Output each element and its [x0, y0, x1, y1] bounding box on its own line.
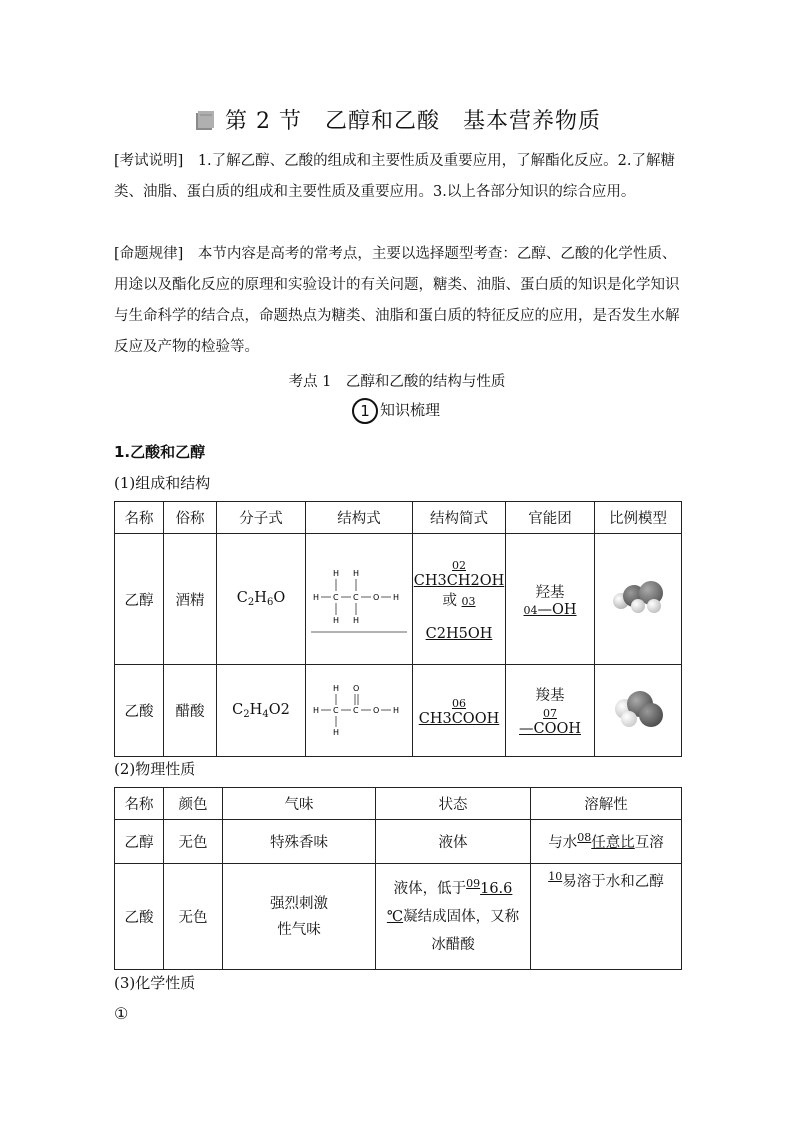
svg-text:O: O: [373, 705, 380, 715]
color-cell: 无色: [164, 864, 223, 970]
svg-text:C: C: [333, 593, 339, 602]
name-cell: 乙醇: [115, 820, 164, 864]
header-cell: 比例模型: [595, 502, 682, 534]
svg-text:C: C: [333, 705, 339, 715]
svg-text:H: H: [353, 616, 360, 625]
table-row: [115, 534, 682, 665]
section-heading: 1.乙酸和乙醇: [114, 443, 206, 461]
header-cell: 官能团: [506, 502, 595, 534]
proposition-rule: [114, 239, 682, 363]
header-cell: 分子式: [217, 502, 306, 534]
header-cell: 溶解性: [531, 788, 682, 820]
formula-cell: $C_2H_6O$: [217, 534, 306, 665]
svg-text:C: C: [353, 705, 359, 715]
svg-text:C: C: [353, 593, 359, 602]
svg-text:O: O: [353, 683, 360, 693]
svg-text:H: H: [333, 569, 340, 578]
rule-tag: [命题规律]: [114, 246, 184, 262]
circled-number: 1: [352, 398, 378, 424]
answer-badge: 07: [543, 707, 557, 720]
alias-cell: 酒精: [164, 534, 217, 665]
physical-properties-table: [114, 787, 682, 970]
header-cell: 俗称: [164, 502, 217, 534]
simple-formula-cell: 02 CH3CH2OH 或 03 C2H5OH: [413, 534, 506, 665]
exam-text: 1.了解乙醇、乙酸的组成和主要性质及重要应用，了解酯化反应。2.了解糖类、油脂、蛋白质的组成和主要性质及重要应用。3.以上各部分知识的综合应用。: [114, 153, 675, 200]
book-icon: [193, 108, 217, 132]
answer-badge: 03: [461, 594, 476, 608]
color-cell: 无色: [164, 820, 223, 864]
subheading-chemical: (3)化学性质: [114, 974, 196, 992]
svg-text:H: H: [333, 616, 340, 625]
point-title: 考点 1 乙醇和乙酸的结构与性质: [288, 374, 506, 390]
header-cell: 气味: [223, 788, 376, 820]
answer-badge: 06: [452, 696, 466, 710]
structure-table: [114, 501, 682, 757]
subheading-structure: (1)组成和结构: [114, 474, 211, 492]
simple-formula: CH3COOH: [418, 710, 500, 727]
header-cell: 结构式: [306, 502, 413, 534]
svg-text:H: H: [393, 593, 400, 602]
answer-badge: 09: [466, 876, 481, 890]
space-fill-model-ethanol: [595, 534, 682, 665]
structural-formula-ethanol: [306, 534, 413, 665]
svg-text:H: H: [353, 569, 360, 578]
table-header-row: [115, 502, 682, 534]
header-cell: 名称: [115, 788, 164, 820]
answer-badge: 02: [452, 558, 466, 572]
table-row: [115, 820, 682, 864]
table-row: [115, 665, 682, 757]
svg-text:H: H: [313, 705, 320, 715]
header-cell: 颜色: [164, 788, 223, 820]
rule-text: 本节内容是高考的常考点，主要以选择题型考查：乙醇、乙酸的化学性质、用途以及酯化反应的原理和实验设计的有关问题，糖类、油脂、蛋白质的知识是化学知识与生命科学的结合点，命题热点为糖类、油脂和蛋白质的特征反应的应用，是否发生水解反应及产物的检验等。: [114, 246, 680, 355]
svg-text:H: H: [313, 593, 320, 602]
simple-formula-alt: C2H5OH: [425, 625, 493, 642]
svg-text:H: H: [333, 727, 340, 737]
solubility-cell: 10 易溶于水和乙醇: [531, 864, 682, 970]
list-marker: ①: [114, 1004, 129, 1023]
answer-badge: 04: [523, 603, 538, 617]
svg-text:O: O: [373, 593, 380, 602]
state-cell: 液体，低于 09 16.6 ℃凝结成固体，又称 冰醋酸: [376, 864, 531, 970]
space-fill-model-acetic-acid: [595, 665, 682, 757]
knowledge-heading: [352, 398, 440, 424]
structural-formula-acetic-acid: [306, 665, 413, 757]
header-cell: 结构简式: [413, 502, 506, 534]
functional-group-cell: 羟基 04 —OH: [506, 534, 595, 665]
alias-cell: 醋酸: [164, 665, 217, 757]
answer-badge: 08: [577, 831, 592, 844]
page-title: [0, 104, 794, 135]
svg-text:H: H: [333, 683, 340, 693]
simple-formula-cell: [413, 665, 506, 757]
formula-cell: $C_2H_4O2$: [217, 665, 306, 757]
state-cell: 液体: [376, 820, 531, 864]
header-cell: 名称: [115, 502, 164, 534]
header-cell: 状态: [376, 788, 531, 820]
table-header-row: [115, 788, 682, 820]
answer-badge: 10: [548, 870, 563, 883]
exam-description: [114, 146, 682, 208]
functional-group-cell: 羧基 07 —COOH: [506, 665, 595, 757]
simple-formula: CH3CH2OH: [413, 572, 505, 589]
subheading-physical: (2)物理性质: [114, 760, 196, 778]
table-row: [115, 864, 682, 970]
knowledge-label: 知识梳理: [380, 401, 441, 419]
exam-tag: [考试说明]: [114, 153, 184, 169]
smell-cell: 特殊香味: [223, 820, 376, 864]
smell-cell: 强烈刺激 性气味: [223, 864, 376, 970]
solubility-cell: 与水 08 任意比互溶: [531, 820, 682, 864]
svg-text:H: H: [393, 705, 400, 715]
name-cell: 乙酸: [115, 864, 164, 970]
title-text: 第 2 节 乙醇和乙酸 基本营养物质: [225, 109, 601, 134]
name-cell: 乙酸: [115, 665, 164, 757]
name-cell: 乙醇: [115, 534, 164, 665]
